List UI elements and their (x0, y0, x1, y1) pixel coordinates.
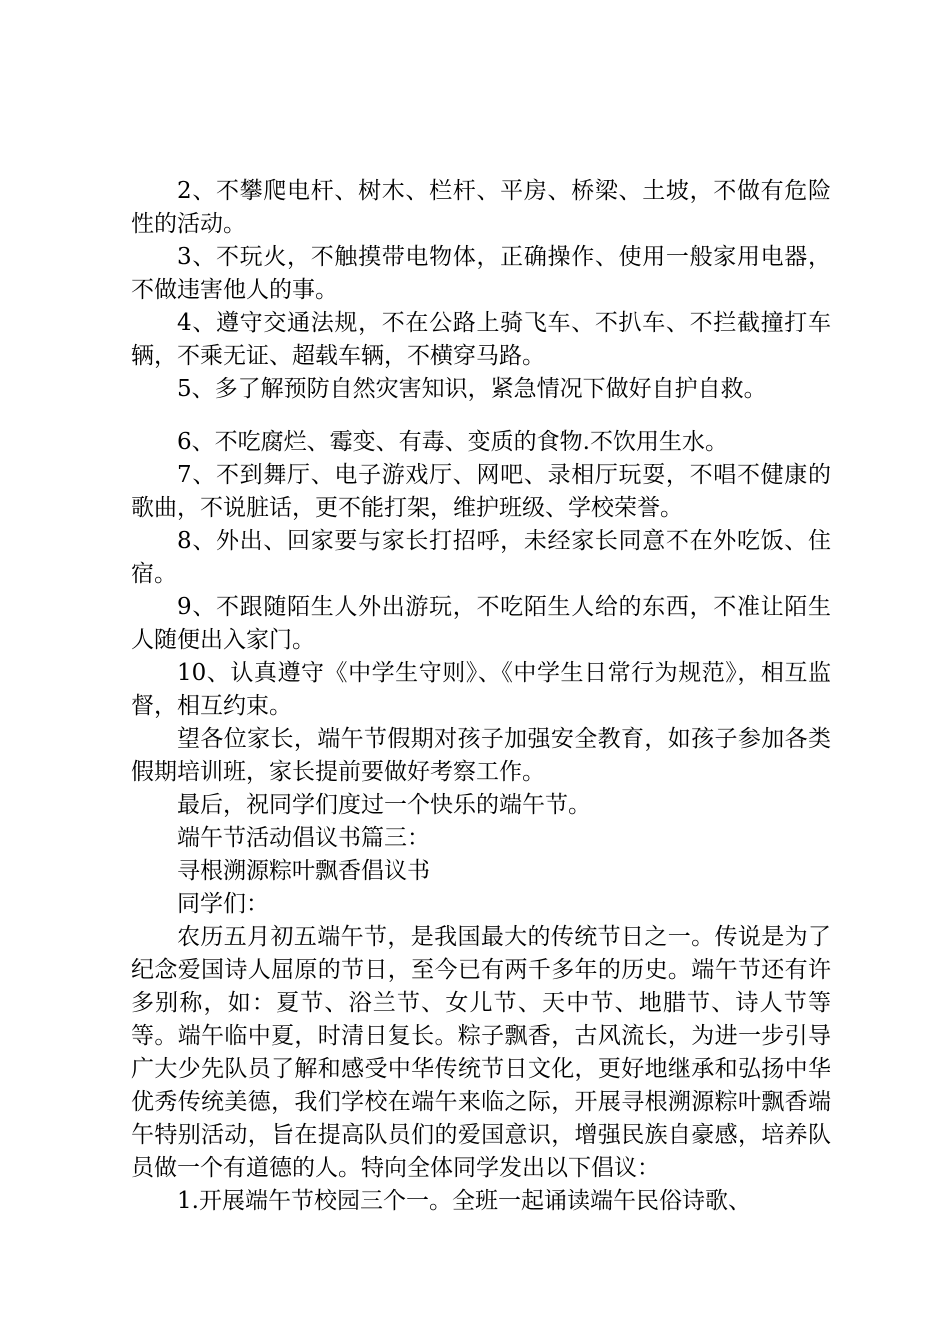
paragraph-closing: 最后，祝同学们度过一个快乐的端午节。 (177, 792, 591, 818)
paragraph-item-2: 2、不攀爬电杆、树木、栏杆、平房、桥梁、土坡，不做有危险性的活动。 (131, 178, 831, 237)
paragraph-item-3: 3、不玩火，不触摸带电物体，正确操作、使用一般家用电器，不做违害他人的事。 (131, 244, 831, 303)
paragraph-item-4: 4、遵守交通法规，不在公路上骑飞车、不扒车、不拦截撞打车辆，不乘无证、超载车辆，不横穿马路。 (131, 310, 831, 369)
document-body (131, 175, 831, 1218)
paragraph-item-5: 5、多了解预防自然灾害知识，紧急情况下做好自护自救。 (177, 376, 767, 402)
paragraph-parents-note: 望各位家长，端午节假期对孩子加强安全教育，如孩子参加各类假期培训班，家长提前要做好考察工作。 (131, 726, 831, 785)
paragraph-item-7: 7、不到舞厅、电子游戏厅、网吧、录相厅玩耍，不唱不健康的歌曲，不说脏话，更不能打架，维护班级、学校荣誉。 (131, 462, 831, 521)
section-heading: 端午节活动倡议书篇三： (177, 825, 430, 851)
proposal-title: 寻根溯源粽叶飘香倡议书 (177, 858, 430, 884)
paragraph-proposal-1: 1.开展端午节校园三个一。全班一起诵读端午民俗诗歌、 (177, 1188, 751, 1214)
paragraph-item-6: 6、不吃腐烂、霉变、有毒、变质的食物.不饮用生水。 (177, 429, 728, 455)
paragraph-intro: 农历五月初五端午节，是我国最大的传统节日之一。传说是为了纪念爱国诗人屈原的节日，至今已有两千多年的历史。端午节还有许多别称，如：夏节、浴兰节、女儿节、天中节、地腊节、诗人节等等。端午临中夏，时清日复长。粽子飘香，古风流长，为进一步引导广大少先队员了解和感受中华传统节日文化，更好地继承和弘扬中华优秀传统美德，我们学校在端午来临之际，开展寻根溯源粽叶飘香端午特别活动，旨在提高队员们的爱国意识，增强民族自豪感，培养队员做一个有道德的人。特向全体同学发出以下倡议： (131, 924, 831, 1181)
paragraph-item-10: 10、认真遵守《中学生守则》、《中学生日常行为规范》，相互监督，相互约束。 (131, 660, 831, 719)
paragraph-item-9: 9、不跟随陌生人外出游玩，不吃陌生人给的东西，不准让陌生人随便出入家门。 (131, 594, 831, 653)
salutation: 同学们： (177, 891, 269, 917)
paragraph-item-8: 8、外出、回家要与家长打招呼，未经家长同意不在外吃饭、住宿。 (131, 528, 831, 587)
